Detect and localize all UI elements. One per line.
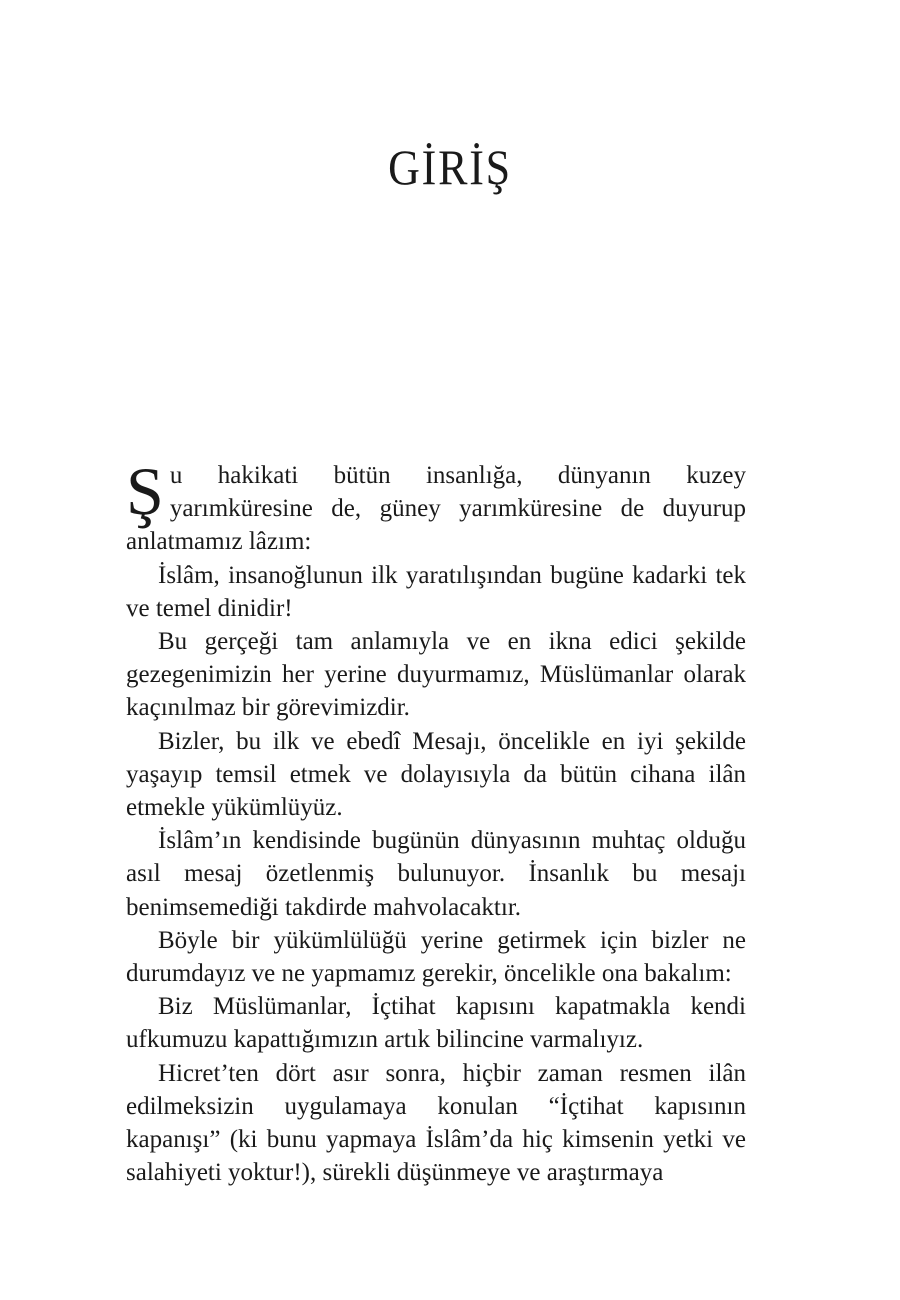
paragraph-1 <box>126 453 746 559</box>
paragraph-4: Bizler, bu ilk ve ebedî Mesajı, öncelikle en iyi şekilde yaşayıp temsil etmek ve dolayısıyla da bütün cihana ilân etmekle yükümlüyüz. <box>126 727 746 822</box>
paragraph-2: İslâm, insanoğlunun ilk yaratılışından bugüne kadarki tek ve temel dinidir! <box>126 561 746 622</box>
paragraph-5: İslâm’ın kendisinde bugünün dünyasının muhtaç olduğu asıl mesaj özetlenmiş bulunuyor. İnsanlık bu mesajı benimsemediği takdirde mahvolacaktır. <box>126 827 746 921</box>
paragraph-8: Hicret’ten dört asır sonra, hiçbir zaman resmen ilân edilmeksizin uygulamaya konulan “İçtihat kapısının kapanışı” (ki bunu yapmaya İslâm’da hiç kimsenin yetki ve salahiyeti yoktur!), sürekli düşünmeye ve araştırmaya <box>126 1059 746 1187</box>
paragraph-3: Bu gerçeği tam anlamıyla ve en ikna edici şekilde gezegenimizin her yerine duyurmamız, Müslümanlar olarak kaçınılmaz bir görevimizdir. <box>126 628 746 722</box>
paragraph-6: Böyle bir yükümlülüğü yerine getirmek için bizler ne durumdayız ve ne yapmamız gerekir, öncelikle ona bakalım: <box>126 926 746 988</box>
chapter-title: GİRİŞ <box>388 139 512 195</box>
paragraph-1-text: u hakikati bütün insanlığa, dünyanın kuzey yarımküresine de, güney yarımküresine de duyurup anlatmamız lâzım: <box>126 462 746 556</box>
paragraph-7: Biz Müslümanlar, İçtihat kapısını kapatmakla kendi ufkumuzu kapattığımızın artık bilincine varmalıyız. <box>126 993 746 1054</box>
drop-cap: Ş <box>126 453 164 529</box>
body-text <box>126 453 746 1189</box>
